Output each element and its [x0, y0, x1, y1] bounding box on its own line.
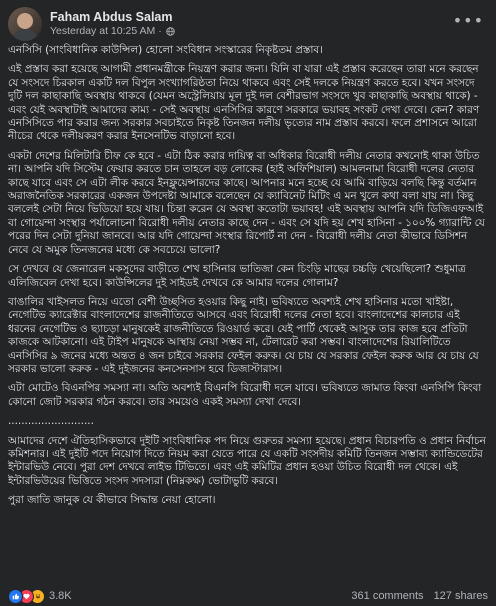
post-paragraph: এটা মোটেও বিএনপির সমস্যা না। অতি অবশ্যই বিএনপি বিরোধী দলে যাবে। ভবিষ্যতে জামাত কিংবা এনসিপি কিংবা কোনো জোট সরকার গঠন করবে। তার সময়েও একই সমস্যা দেখা দেবে। — [8, 382, 482, 408]
author-name[interactable]: Faham Abdus Salam — [50, 9, 173, 24]
post-paragraph: বাঙালির খাইসলত নিয়ে এতো বেশী উচ্ছসিত হওয়ার কিছু নাই। ভবিষ্যতে অবশ্যই শেখ হাসিনার মতো খাইষ্টা, নেগেটিভ ক্যারেক্টার বাংলাদেশের রাজনীতিতে আসবে এবং বিরোধী দলের নেতা হবে। বাংলাদেশের কালচার এই ধরনের নেগেটিভ ও ছ্যাচড়া মানুষকেই রাজনীতিতে রিওয়ার্ড করে। যেই পার্টি থেকেই আসুক তার কাজ হবে প্রতিটা কাজকে আটকানো। এই টাইপ মানুষকে আস্থায় নেয়া সম্ভব না, টেলারেট করা সম্ভব। বাংলাদেশের রিয়ালিটিতে এনসিসির ৯ জনের মধ্যে অন্তত ৪ জন চাইবে সরকার ফেইল করুক। যে চায় যে সরকার ফেইল করুক আর যে চায় যে সরকার ভালো করুক - এই দুইজনের কনসেনসাস হবে ডিজাস্টারাস। — [8, 295, 479, 375]
avatar-face — [17, 13, 33, 29]
post-meta — [50, 10, 175, 39]
post-timestamp[interactable]: Yesterday at 10:25 AM — [50, 25, 156, 38]
like-icon — [8, 589, 23, 604]
post-paragraph: আমাদের দেশে ঐতিহাসিকভাবে দুইটি সাংবিধানিক পদ নিয়ে গুরুতর সমস্যা হয়েছে। প্রধান বিচারপতি ও প্রধান নির্বাচন কমিশনার। এই দুইটি পদে নিয়োগ দিতে নিয়ম করা যেতে পারে যে একটি সংসদীয় কমিটি তিনজন সম্ভাব্য ক্যান্ডিডেটের ইন্টারভিউ নেবে। পুরা দেশ দেখবে লাইভ টিভিতে। এবং এই কমিটির প্রধান হওয়া উচিত বিরোধী দল থেকে। এই ইন্টারভিউয়ের ভিত্তিতে সংসদ সদস্যরা (নিম্নকক্ষ) ভোটাভুটি করবে। — [8, 434, 486, 487]
separator-dot: · — [158, 25, 162, 38]
post-paragraph: সে দেখবে যে জেনারেল মকসুদের বাড়ীতে শেখ হাসিনার ভাতিজা কেন চিংড়ি মাছের চচ্চড়ি খেয়েছিলো? শুধুমাত্র এলিজিবেল দেখা হবে। কাউন্সিলের দুই সাইডই দেখবে কে আমার দলের গোলাম? — [8, 263, 466, 289]
post-footer — [0, 586, 496, 606]
post-stats — [351, 590, 488, 602]
post-body — [0, 44, 496, 508]
post-paragraph: পুরা জাতি জানুক যে কীভাবে সিদ্ধান্ত নেয়া হোলো। — [8, 494, 216, 507]
time-row — [50, 25, 175, 38]
reaction-count: 3.8K — [49, 590, 72, 602]
avatar[interactable] — [8, 7, 42, 41]
post-paragraph: এই প্রস্তাব করা হয়েছে আগামী প্রধানমন্ত্রীকে নিয়ন্ত্রণ করার জন্য। যিনি বা যারা এই প্রস্তাব করেছেন তারা মনে করছেন যে সংসদে চিরকাল একটি দল বিপুল সংখ্যাগরিষ্ঠতা নিয়ে থাকবে এবং সেই দলকে নিয়ন্ত্রণ করতে হবে। যখন সংসদে দুটি দল কাছাকাছি অবস্থায় থাকবে (যেমন অস্ট্রেলিয়ায় মূল দুই দল বেশীরভাগ সংসদে খুব কাছাকাছি অবস্থায় থাকে) - এবং যেই অবস্থাটাই আমাদের কাম্য - সেই অবস্থায় এনসিসির কারণে সরকারে ভয়াবহ সংকট দেখা দেবে। কেন? কারণ এনসিসিতে পার করার জন্য সরকার সবচাইতে নিকৃষ্ট তিনজন দলীয় ভৃত্যের নাম প্রস্তাব করবে। ফলে প্রশাসনে আরো নীচের থেকে দলীয়করণ করার ইনসেনটিভ বাড়ানো হবে। — [8, 63, 480, 143]
ellipsis-icon[interactable]: ••• — [452, 10, 484, 30]
post-header — [0, 0, 496, 44]
globe-icon[interactable] — [166, 27, 175, 36]
post-paragraph: একটা দেশের মিলিটারি চীফ কে হবে - এটা ঠিক করার দায়িত্ব বা অধিকার বিরোধী দলীয় নেতার কখনোই থাকা উচিত না। আপনি যদি সিস্টেম ফেয়ার করতে চান তাহলে বড় লোকের (হাই অফিশিয়াল) আমলনামা বিরোধী দলের নেতার কাছে যাবে এবং সে এটা লীক করবে ইনফ্লুয়েন্সারদের কাছে। আপনার মনে হচ্ছে যে আমি বাড়িয়ে বলছি কিন্তু বর্তমান অরাজনৈতিক সরকারের একজন উপদেষ্টা আমাকে বলেছেন যে ক্যাবিনেট মিটিং এ মন খুলে কথা বলা যায় না। কিছু বললেই সেটা নিয়ে ভিডিয়ো হয়ে যায়। চিন্তা করেন যে অবস্থা কতোটা ভয়াবহ! এই অবস্থায় আপনি যদি ডিজিএফআই বা গোয়েন্দা সংস্থার পর্যালোচনা বিরোধী দলীয় নেতার কাছে দেন - এবং সে যদি হয় শেখ হাসিনা - ১০০% গ্যারান্টি যে পরের দিন সেটা দুনিয়া জানবে। আর যদি গোয়েন্দা সংস্থার রিপোর্ট না দেন - বিরোধী দলীয় নেতা কীভাবে ডিসিশন নেবে যে অমুক তিনজনের মধ্যে কে সবচেয়ে ভালো? — [8, 149, 485, 256]
post-paragraph: এনসিসি (সাংবিধানিক কাউন্সিল) হোলো সংবিধান সংস্কারের নিকৃষ্টতম প্রস্তাব। — [8, 44, 323, 56]
shares-count-link[interactable]: 127 shares — [433, 590, 488, 602]
avatar-shoulders — [11, 29, 39, 41]
reactions-summary[interactable] — [8, 589, 72, 604]
comments-count-link[interactable]: 361 comments — [351, 590, 424, 602]
section-divider: .......................... — [8, 415, 94, 428]
